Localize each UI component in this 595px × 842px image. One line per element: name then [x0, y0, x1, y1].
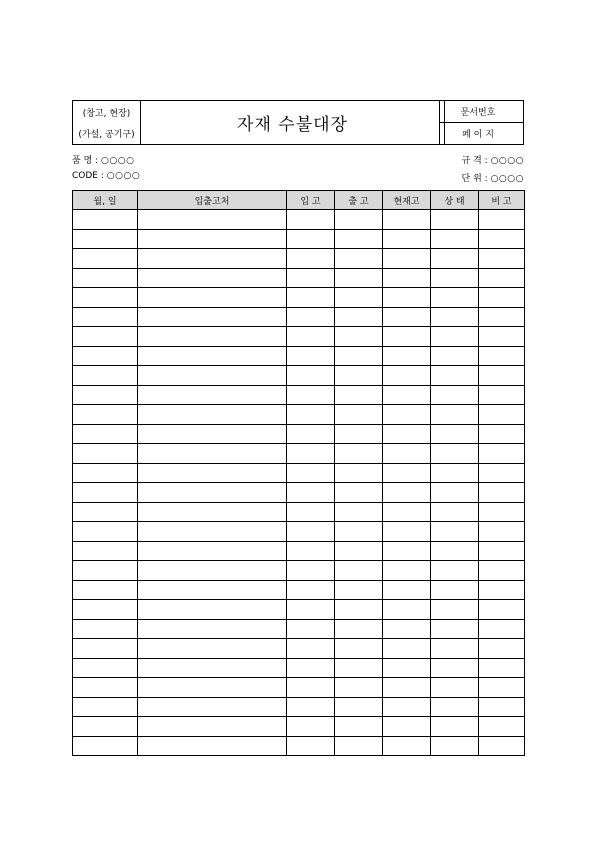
cell-stock[interactable]: [383, 522, 431, 542]
cell-source[interactable]: [138, 502, 287, 522]
cell-remarks[interactable]: [479, 736, 525, 756]
spec-line: [462, 153, 524, 166]
cell-stock[interactable]: [383, 288, 431, 308]
cell-date[interactable]: [73, 678, 138, 698]
unit-value: ○○○○: [490, 174, 524, 184]
cell-remarks[interactable]: [479, 346, 525, 366]
cell-out[interactable]: [335, 678, 383, 698]
page-label: 페 이 지: [462, 130, 494, 140]
location-type-bottom-text: (가설, 공기구): [78, 130, 135, 140]
item-name-line: [72, 153, 134, 166]
cell-remarks[interactable]: [479, 405, 525, 425]
cell-remarks[interactable]: [479, 561, 525, 581]
cell-in[interactable]: [287, 580, 335, 600]
cell-out[interactable]: [335, 600, 383, 620]
table-row: [73, 288, 525, 308]
cell-out[interactable]: [335, 502, 383, 522]
cell-stock[interactable]: [383, 210, 431, 230]
cell-in[interactable]: [287, 463, 335, 483]
doc-number-label: 문서번호: [445, 101, 511, 123]
cell-remarks[interactable]: [479, 444, 525, 464]
cell-in[interactable]: [287, 502, 335, 522]
cell-source[interactable]: [138, 463, 287, 483]
column-header-in: 입 고: [287, 191, 335, 210]
cell-out[interactable]: [335, 619, 383, 639]
cell-in[interactable]: [287, 736, 335, 756]
cell-out[interactable]: [335, 522, 383, 542]
cell-remarks[interactable]: [479, 658, 525, 678]
cell-in[interactable]: [287, 639, 335, 659]
cell-source[interactable]: [138, 288, 287, 308]
cell-stock[interactable]: [383, 405, 431, 425]
cell-status[interactable]: [431, 580, 479, 600]
spec-label: 규 격 :: [461, 156, 488, 166]
cell-out[interactable]: [335, 736, 383, 756]
cell-date[interactable]: [73, 502, 138, 522]
cell-in[interactable]: [287, 619, 335, 639]
cell-stock[interactable]: [383, 268, 431, 288]
cell-status[interactable]: [431, 483, 479, 503]
cell-in[interactable]: [287, 366, 335, 386]
cell-remarks[interactable]: [479, 522, 525, 542]
cell-status[interactable]: [431, 327, 479, 347]
header-value-column: [439, 101, 523, 144]
cell-stock[interactable]: [383, 463, 431, 483]
cell-remarks[interactable]: [479, 424, 525, 444]
cell-status[interactable]: [431, 561, 479, 581]
cell-remarks[interactable]: [479, 717, 525, 737]
cell-in[interactable]: [287, 268, 335, 288]
table-row: [73, 366, 525, 386]
cell-in[interactable]: [287, 385, 335, 405]
cell-out[interactable]: [335, 346, 383, 366]
cell-source[interactable]: [138, 678, 287, 698]
cell-stock[interactable]: [383, 307, 431, 327]
cell-remarks[interactable]: [479, 639, 525, 659]
cell-date[interactable]: [73, 288, 138, 308]
code-label: CODE :: [72, 171, 104, 181]
cell-out[interactable]: [335, 385, 383, 405]
table-row: [73, 678, 525, 698]
unit-label: 단 위 :: [461, 174, 488, 184]
cell-source[interactable]: [138, 424, 287, 444]
cell-out[interactable]: [335, 580, 383, 600]
table-row: [73, 541, 525, 561]
table-row: [73, 658, 525, 678]
cell-out[interactable]: [335, 307, 383, 327]
cell-remarks[interactable]: [479, 210, 525, 230]
cell-status[interactable]: [431, 385, 479, 405]
cell-stock[interactable]: [383, 561, 431, 581]
cell-remarks[interactable]: [479, 678, 525, 698]
cell-status[interactable]: [431, 541, 479, 561]
cell-source[interactable]: [138, 385, 287, 405]
table-row: [73, 697, 525, 717]
cell-out[interactable]: [335, 717, 383, 737]
cell-remarks[interactable]: [479, 463, 525, 483]
cell-remarks[interactable]: [479, 307, 525, 327]
cell-source[interactable]: [138, 541, 287, 561]
column-header-date: 월, 일: [73, 191, 138, 210]
cell-remarks[interactable]: [479, 288, 525, 308]
cell-status[interactable]: [431, 658, 479, 678]
cell-in[interactable]: [287, 483, 335, 503]
column-header-out: 출 고: [335, 191, 383, 210]
cell-source[interactable]: [138, 268, 287, 288]
cell-out[interactable]: [335, 697, 383, 717]
document-title: 자재 수불대장: [237, 115, 348, 135]
cell-in[interactable]: [287, 717, 335, 737]
cell-in[interactable]: [287, 210, 335, 230]
cell-status[interactable]: [431, 405, 479, 425]
cell-status[interactable]: [431, 346, 479, 366]
cell-status[interactable]: [431, 249, 479, 269]
cell-status[interactable]: [431, 229, 479, 249]
cell-in[interactable]: [287, 424, 335, 444]
code-value: ○○○○: [106, 171, 141, 181]
cell-in[interactable]: [287, 288, 335, 308]
cell-date[interactable]: [73, 249, 138, 269]
cell-date[interactable]: [73, 444, 138, 464]
cell-date[interactable]: [73, 561, 138, 581]
cell-date[interactable]: [73, 717, 138, 737]
table-row: [73, 210, 525, 230]
cell-source[interactable]: [138, 366, 287, 386]
cell-stock[interactable]: [383, 444, 431, 464]
cell-date[interactable]: [73, 697, 138, 717]
cell-status[interactable]: [431, 366, 479, 386]
spec-value: ○○○○: [490, 156, 524, 166]
cell-source[interactable]: [138, 639, 287, 659]
cell-stock[interactable]: [383, 385, 431, 405]
cell-remarks[interactable]: [479, 366, 525, 386]
location-type-top-text: (창고, 현장): [82, 108, 131, 119]
cell-status[interactable]: [431, 444, 479, 464]
cell-source[interactable]: [138, 600, 287, 620]
cell-stock[interactable]: [383, 424, 431, 444]
cell-date[interactable]: [73, 405, 138, 425]
cell-out[interactable]: [335, 268, 383, 288]
cell-source[interactable]: [138, 697, 287, 717]
cell-out[interactable]: [335, 444, 383, 464]
cell-stock[interactable]: [383, 600, 431, 620]
item-name-value: ○○○○: [101, 156, 135, 166]
document-title-cell: [140, 101, 445, 144]
cell-source[interactable]: [138, 405, 287, 425]
cell-status[interactable]: [431, 600, 479, 620]
table-row: [73, 249, 525, 269]
cell-remarks[interactable]: [479, 502, 525, 522]
cell-remarks[interactable]: [479, 268, 525, 288]
cell-stock[interactable]: [383, 678, 431, 698]
cell-in[interactable]: [287, 444, 335, 464]
cell-remarks[interactable]: [479, 697, 525, 717]
cell-in[interactable]: [287, 229, 335, 249]
cell-stock[interactable]: [383, 639, 431, 659]
cell-out[interactable]: [335, 541, 383, 561]
cell-status[interactable]: [431, 717, 479, 737]
cell-stock[interactable]: [383, 736, 431, 756]
cell-source[interactable]: [138, 658, 287, 678]
table-row: [73, 444, 525, 464]
cell-stock[interactable]: [383, 580, 431, 600]
table-row: [73, 385, 525, 405]
cell-remarks[interactable]: [479, 327, 525, 347]
cell-out[interactable]: [335, 327, 383, 347]
cell-date[interactable]: [73, 268, 138, 288]
table-row: [73, 405, 525, 425]
cell-stock[interactable]: [383, 366, 431, 386]
cell-remarks[interactable]: [479, 385, 525, 405]
cell-out[interactable]: [335, 366, 383, 386]
cell-date[interactable]: [73, 366, 138, 386]
cell-in[interactable]: [287, 249, 335, 269]
cell-in[interactable]: [287, 327, 335, 347]
cell-date[interactable]: [73, 736, 138, 756]
cell-source[interactable]: [138, 483, 287, 503]
cell-source[interactable]: [138, 736, 287, 756]
table-row: [73, 502, 525, 522]
table-row: [73, 600, 525, 620]
cell-out[interactable]: [335, 249, 383, 269]
table-row: [73, 483, 525, 503]
location-type-bottom: [73, 123, 140, 144]
table-row: [73, 268, 525, 288]
page-value[interactable]: [439, 123, 523, 144]
table-row: [73, 580, 525, 600]
cell-remarks[interactable]: [479, 541, 525, 561]
cell-source[interactable]: [138, 229, 287, 249]
table-row: [73, 327, 525, 347]
cell-in[interactable]: [287, 678, 335, 698]
ledger-table: [72, 190, 525, 756]
cell-status[interactable]: [431, 678, 479, 698]
location-type-top: [73, 101, 140, 123]
cell-status[interactable]: [431, 736, 479, 756]
cell-source[interactable]: [138, 619, 287, 639]
cell-date[interactable]: [73, 522, 138, 542]
cell-in[interactable]: [287, 658, 335, 678]
cell-stock[interactable]: [383, 249, 431, 269]
cell-source[interactable]: [138, 580, 287, 600]
cell-date[interactable]: [73, 639, 138, 659]
table-row: [73, 522, 525, 542]
cell-date[interactable]: [73, 580, 138, 600]
table-row: [73, 736, 525, 756]
cell-date[interactable]: [73, 619, 138, 639]
cell-stock[interactable]: [383, 483, 431, 503]
column-header-remarks: 비 고: [479, 191, 525, 210]
cell-date[interactable]: [73, 424, 138, 444]
cell-in[interactable]: [287, 307, 335, 327]
cell-stock[interactable]: [383, 697, 431, 717]
cell-out[interactable]: [335, 483, 383, 503]
unit-line: [462, 171, 524, 184]
cell-out[interactable]: [335, 210, 383, 230]
cell-status[interactable]: [431, 502, 479, 522]
column-header-status: 상 태: [431, 191, 479, 210]
cell-source[interactable]: [138, 249, 287, 269]
cell-in[interactable]: [287, 405, 335, 425]
cell-date[interactable]: [73, 658, 138, 678]
cell-remarks[interactable]: [479, 483, 525, 503]
table-row: [73, 561, 525, 581]
cell-date[interactable]: [73, 541, 138, 561]
cell-in[interactable]: [287, 541, 335, 561]
cell-source[interactable]: [138, 561, 287, 581]
ledger-header-row: [73, 191, 525, 210]
cell-stock[interactable]: [383, 327, 431, 347]
cell-date[interactable]: [73, 483, 138, 503]
cell-source[interactable]: [138, 210, 287, 230]
code-line: [72, 171, 140, 181]
cell-stock[interactable]: [383, 229, 431, 249]
cell-source[interactable]: [138, 307, 287, 327]
table-row: [73, 307, 525, 327]
cell-status[interactable]: [431, 210, 479, 230]
cell-date[interactable]: [73, 210, 138, 230]
cell-stock[interactable]: [383, 346, 431, 366]
table-row: [73, 424, 525, 444]
document-header: [72, 100, 524, 145]
cell-status[interactable]: [431, 288, 479, 308]
cell-date[interactable]: [73, 346, 138, 366]
cell-in[interactable]: [287, 697, 335, 717]
cell-status[interactable]: [431, 463, 479, 483]
cell-status[interactable]: [431, 522, 479, 542]
cell-source[interactable]: [138, 522, 287, 542]
cell-status[interactable]: [431, 697, 479, 717]
cell-stock[interactable]: [383, 619, 431, 639]
cell-stock[interactable]: [383, 502, 431, 522]
column-header-stock: 현재고: [383, 191, 431, 210]
cell-source[interactable]: [138, 327, 287, 347]
column-header-source: 입출고처: [138, 191, 287, 210]
cell-stock[interactable]: [383, 717, 431, 737]
cell-source[interactable]: [138, 444, 287, 464]
cell-status[interactable]: [431, 619, 479, 639]
cell-status[interactable]: [431, 639, 479, 659]
item-name-label: 품 명 :: [72, 156, 99, 166]
cell-date[interactable]: [73, 385, 138, 405]
cell-remarks[interactable]: [479, 600, 525, 620]
cell-in[interactable]: [287, 561, 335, 581]
cell-stock[interactable]: [383, 541, 431, 561]
cell-date[interactable]: [73, 307, 138, 327]
cell-status[interactable]: [431, 424, 479, 444]
table-row: [73, 463, 525, 483]
cell-in[interactable]: [287, 346, 335, 366]
cell-in[interactable]: [287, 522, 335, 542]
cell-remarks[interactable]: [479, 619, 525, 639]
cell-source[interactable]: [138, 717, 287, 737]
cell-out[interactable]: [335, 288, 383, 308]
cell-date[interactable]: [73, 327, 138, 347]
cell-out[interactable]: [335, 463, 383, 483]
cell-remarks[interactable]: [479, 249, 525, 269]
cell-remarks[interactable]: [479, 580, 525, 600]
cell-date[interactable]: [73, 600, 138, 620]
cell-status[interactable]: [431, 307, 479, 327]
cell-status[interactable]: [431, 268, 479, 288]
table-row: [73, 346, 525, 366]
table-row: [73, 639, 525, 659]
table-row: [73, 619, 525, 639]
cell-stock[interactable]: [383, 658, 431, 678]
cell-remarks[interactable]: [479, 229, 525, 249]
cell-in[interactable]: [287, 600, 335, 620]
doc-number-value[interactable]: [439, 101, 523, 123]
cell-date[interactable]: [73, 463, 138, 483]
table-row: [73, 717, 525, 737]
cell-out[interactable]: [335, 424, 383, 444]
cell-date[interactable]: [73, 229, 138, 249]
cell-source[interactable]: [138, 346, 287, 366]
cell-out[interactable]: [335, 229, 383, 249]
cell-out[interactable]: [335, 658, 383, 678]
cell-out[interactable]: [335, 561, 383, 581]
table-row: [73, 229, 525, 249]
cell-out[interactable]: [335, 639, 383, 659]
ledger-body: [73, 210, 525, 756]
cell-out[interactable]: [335, 405, 383, 425]
